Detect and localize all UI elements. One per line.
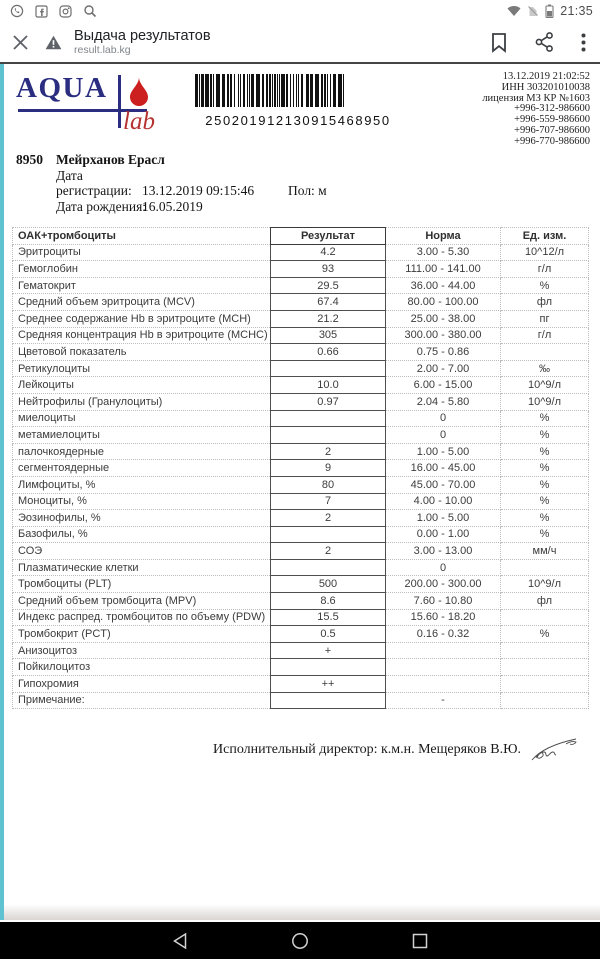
param-name: Эритроциты [13, 244, 271, 261]
logo-vertical-line [118, 75, 121, 128]
param-norm: 0.16 - 0.32 [386, 626, 501, 643]
param-name: Ретикулоциты [13, 360, 271, 377]
param-norm [386, 642, 501, 659]
param-result: + [271, 642, 386, 659]
lab-contact-info [482, 72, 594, 148]
param-name: Эозинофилы, % [13, 510, 271, 527]
director-signature-text: Исполнительный директор: к.м.н. Мещеряков В.Ю. [213, 742, 521, 758]
param-result: 80 [271, 476, 386, 493]
table-row [13, 692, 589, 709]
param-result: 67.4 [271, 294, 386, 311]
report-datetime: 13.12.2019 21:02:52 [502, 71, 590, 82]
handwritten-signature [528, 736, 580, 764]
param-norm: 0.00 - 1.00 [386, 526, 501, 543]
scroll-shadow [0, 904, 600, 920]
table-row [13, 294, 589, 311]
param-result: 500 [271, 576, 386, 593]
registration-label-line1: Дата [56, 167, 83, 183]
param-norm: 0 [386, 559, 501, 576]
param-result [271, 360, 386, 377]
param-result [271, 526, 386, 543]
column-header-result: Результат [271, 228, 386, 245]
param-result: 4.2 [271, 244, 386, 261]
param-norm: 300.00 - 380.00 [386, 327, 501, 344]
param-result [271, 692, 386, 709]
param-unit [501, 344, 589, 361]
param-norm: 2.04 - 5.80 [386, 393, 501, 410]
param-unit: % [501, 277, 589, 294]
home-button[interactable] [291, 932, 309, 950]
table-row [13, 427, 589, 444]
param-unit: % [501, 410, 589, 427]
table-row [13, 543, 589, 560]
table-row [13, 310, 589, 327]
lab-report-document [0, 62, 600, 920]
table-row [13, 410, 589, 427]
license-number: лицензия МЗ КР №1603 [482, 92, 590, 104]
table-row [13, 443, 589, 460]
birthdate-label: Дата рождения: [56, 198, 147, 214]
param-norm: 0.75 - 0.86 [386, 344, 501, 361]
param-name: Среднее содержание Hb в эритроците (MCH) [13, 310, 271, 327]
phone-number: +996-312-986600 [514, 103, 590, 115]
table-row [13, 559, 589, 576]
param-name: Анизоцитоз [13, 642, 271, 659]
param-result: 9 [271, 460, 386, 477]
param-name: Гемоглобин [13, 261, 271, 278]
results-table [12, 227, 589, 709]
blood-drop-icon [126, 75, 152, 112]
param-norm: 45.00 - 70.00 [386, 476, 501, 493]
table-row [13, 642, 589, 659]
param-result [271, 427, 386, 444]
logo-text-lab: lab [123, 108, 155, 135]
param-result: 7 [271, 493, 386, 510]
clock-time: 21:35 [560, 4, 593, 18]
close-icon[interactable] [12, 34, 29, 51]
table-row [13, 476, 589, 493]
column-header-unit: Ед. изм. [501, 228, 589, 245]
param-name: Средний объем тромбоцита (MPV) [13, 593, 271, 610]
param-norm: 1.00 - 5.00 [386, 510, 501, 527]
param-result: 2 [271, 543, 386, 560]
param-norm: 25.00 - 38.00 [386, 310, 501, 327]
param-name: Лейкоциты [13, 377, 271, 394]
param-result: 0.5 [271, 626, 386, 643]
table-row [13, 344, 589, 361]
facebook-icon [35, 5, 48, 18]
param-unit: фл [501, 593, 589, 610]
phone-number: +996-770-986600 [514, 135, 590, 147]
param-norm: 16.00 - 45.00 [386, 460, 501, 477]
param-norm: 0 [386, 410, 501, 427]
barcode-block [190, 74, 406, 128]
page-title-block[interactable] [74, 28, 211, 57]
patient-name: Мейрханов Ерасл [56, 152, 165, 167]
back-button[interactable] [172, 932, 188, 950]
phone-number: +996-559-986600 [514, 114, 590, 126]
security-warning-icon[interactable] [45, 35, 62, 50]
column-header-test: ОАК+тромбоциты [13, 228, 271, 245]
param-unit [501, 609, 589, 626]
param-unit: ‰ [501, 360, 589, 377]
status-bar [0, 0, 600, 22]
param-norm: 2.00 - 7.00 [386, 360, 501, 377]
param-unit [501, 676, 589, 693]
aqua-lab-logo [16, 72, 168, 142]
table-row [13, 526, 589, 543]
table-row [13, 659, 589, 676]
phone-number: +996-707-986600 [514, 124, 590, 136]
param-norm [386, 659, 501, 676]
inn-number: ИНН 303201010038 [501, 81, 590, 93]
param-norm: 6.00 - 15.00 [386, 377, 501, 394]
param-name: Средняя концентрация Hb в эритроците (MCHC) [13, 327, 271, 344]
param-name: СОЭ [13, 543, 271, 560]
param-name: сегментоядерные [13, 460, 271, 477]
column-header-norm: Норма [386, 228, 501, 245]
param-unit [501, 559, 589, 576]
signature-block [0, 736, 600, 764]
param-name: Цветовой показатель [13, 344, 271, 361]
birthdate-value: 16.05.2019 [142, 198, 203, 214]
report-header [0, 64, 600, 148]
barcode-bars [195, 74, 344, 107]
param-norm: - [386, 692, 501, 709]
param-result: 10.0 [271, 377, 386, 394]
param-norm: 7.60 - 10.80 [386, 593, 501, 610]
param-norm: 200.00 - 300.00 [386, 576, 501, 593]
param-norm: 80.00 - 100.00 [386, 294, 501, 311]
param-name: Примечание: [13, 692, 271, 709]
param-result [271, 659, 386, 676]
param-norm: 15.60 - 18.20 [386, 609, 501, 626]
param-result: 2 [271, 510, 386, 527]
recents-button[interactable] [412, 933, 428, 949]
param-unit: 10^9/л [501, 393, 589, 410]
param-unit: % [501, 476, 589, 493]
table-row [13, 676, 589, 693]
param-unit: % [501, 427, 589, 444]
param-unit: % [501, 493, 589, 510]
param-unit [501, 692, 589, 709]
param-result: 21.2 [271, 310, 386, 327]
param-norm: 36.00 - 44.00 [386, 277, 501, 294]
table-row [13, 626, 589, 643]
table-header-row [13, 228, 589, 245]
barcode-number: 250201912130915468950 [205, 113, 391, 128]
param-unit: % [501, 460, 589, 477]
param-unit: % [501, 443, 589, 460]
param-unit [501, 659, 589, 676]
param-norm: 4.00 - 10.00 [386, 493, 501, 510]
param-norm: 1.00 - 5.00 [386, 443, 501, 460]
bookmark-icon[interactable] [490, 32, 508, 53]
table-row [13, 393, 589, 410]
table-row [13, 261, 589, 278]
table-row [13, 244, 589, 261]
param-name: Нейтрофилы (Гранулоциты) [13, 393, 271, 410]
battery-icon [545, 4, 554, 18]
param-unit: мм/ч [501, 543, 589, 560]
overflow-menu-icon[interactable] [581, 33, 586, 52]
param-norm: 3.00 - 13.00 [386, 543, 501, 560]
param-name: Пойкилоцитоз [13, 659, 271, 676]
param-name: Плазматические клетки [13, 559, 271, 576]
param-unit: фл [501, 294, 589, 311]
param-result: 15.5 [271, 609, 386, 626]
param-result: 29.5 [271, 277, 386, 294]
table-row [13, 377, 589, 394]
param-result: 0.66 [271, 344, 386, 361]
param-unit: 10^9/л [501, 576, 589, 593]
param-name: Тромбокрит (PCT) [13, 626, 271, 643]
page-url: result.lab.kg [74, 44, 131, 57]
registration-datetime: 13.12.2019 09:15:46 [142, 183, 255, 198]
search-icon [83, 4, 97, 18]
notification-icons [10, 4, 97, 18]
registration-label-line2: регистрации: [56, 183, 132, 198]
param-result: 305 [271, 327, 386, 344]
param-unit: пг [501, 310, 589, 327]
param-unit [501, 642, 589, 659]
param-name: Моноциты, % [13, 493, 271, 510]
table-row [13, 460, 589, 477]
param-result: 0.97 [271, 393, 386, 410]
share-icon[interactable] [535, 32, 554, 52]
android-nav-bar [0, 922, 600, 959]
system-status-icons [507, 4, 593, 18]
param-name: миелоциты [13, 410, 271, 427]
param-unit: 10^12/л [501, 244, 589, 261]
wifi-icon [507, 5, 521, 17]
table-row [13, 576, 589, 593]
browser-toolbar [0, 22, 600, 62]
param-unit: 10^9/л [501, 377, 589, 394]
param-norm: 111.00 - 141.00 [386, 261, 501, 278]
param-unit: % [501, 510, 589, 527]
param-result [271, 410, 386, 427]
param-name: Тромбоциты (PLT) [13, 576, 271, 593]
page-left-edge [0, 64, 4, 920]
table-row [13, 609, 589, 626]
param-result: 2 [271, 443, 386, 460]
param-name: Лимфоциты, % [13, 476, 271, 493]
param-name: палочкоядерные [13, 443, 271, 460]
param-unit: % [501, 626, 589, 643]
param-name: метамиелоциты [13, 427, 271, 444]
logo-text-aqua: AQUA [16, 72, 108, 104]
param-name: Индекс распред. тромбоцитов по объему (PDW) [13, 609, 271, 626]
param-name: Средний объем эритроцита (MCV) [13, 294, 271, 311]
patient-sex: Пол: м [288, 183, 327, 198]
barcode [193, 74, 403, 107]
table-row [13, 327, 589, 344]
patient-info [16, 152, 600, 214]
table-row [13, 593, 589, 610]
param-result: 8.6 [271, 593, 386, 610]
patient-id: 8950 [16, 152, 43, 167]
param-name: Гематокрит [13, 277, 271, 294]
table-row [13, 510, 589, 527]
param-name: Базофилы, % [13, 526, 271, 543]
param-result: 93 [271, 261, 386, 278]
instagram-icon [59, 5, 72, 18]
param-unit: г/л [501, 261, 589, 278]
table-row [13, 493, 589, 510]
table-row [13, 360, 589, 377]
whatsapp-icon [10, 4, 24, 18]
param-name: Гипохромия [13, 676, 271, 693]
results-table-body [13, 244, 589, 709]
param-unit: г/л [501, 327, 589, 344]
table-row [13, 277, 589, 294]
param-norm: 0 [386, 427, 501, 444]
page-title: Выдача результатов [74, 27, 211, 44]
no-sim-icon [527, 5, 539, 17]
param-norm: 3.00 - 5.30 [386, 244, 501, 261]
param-result: ++ [271, 676, 386, 693]
param-result [271, 559, 386, 576]
param-unit: % [501, 526, 589, 543]
param-norm [386, 676, 501, 693]
